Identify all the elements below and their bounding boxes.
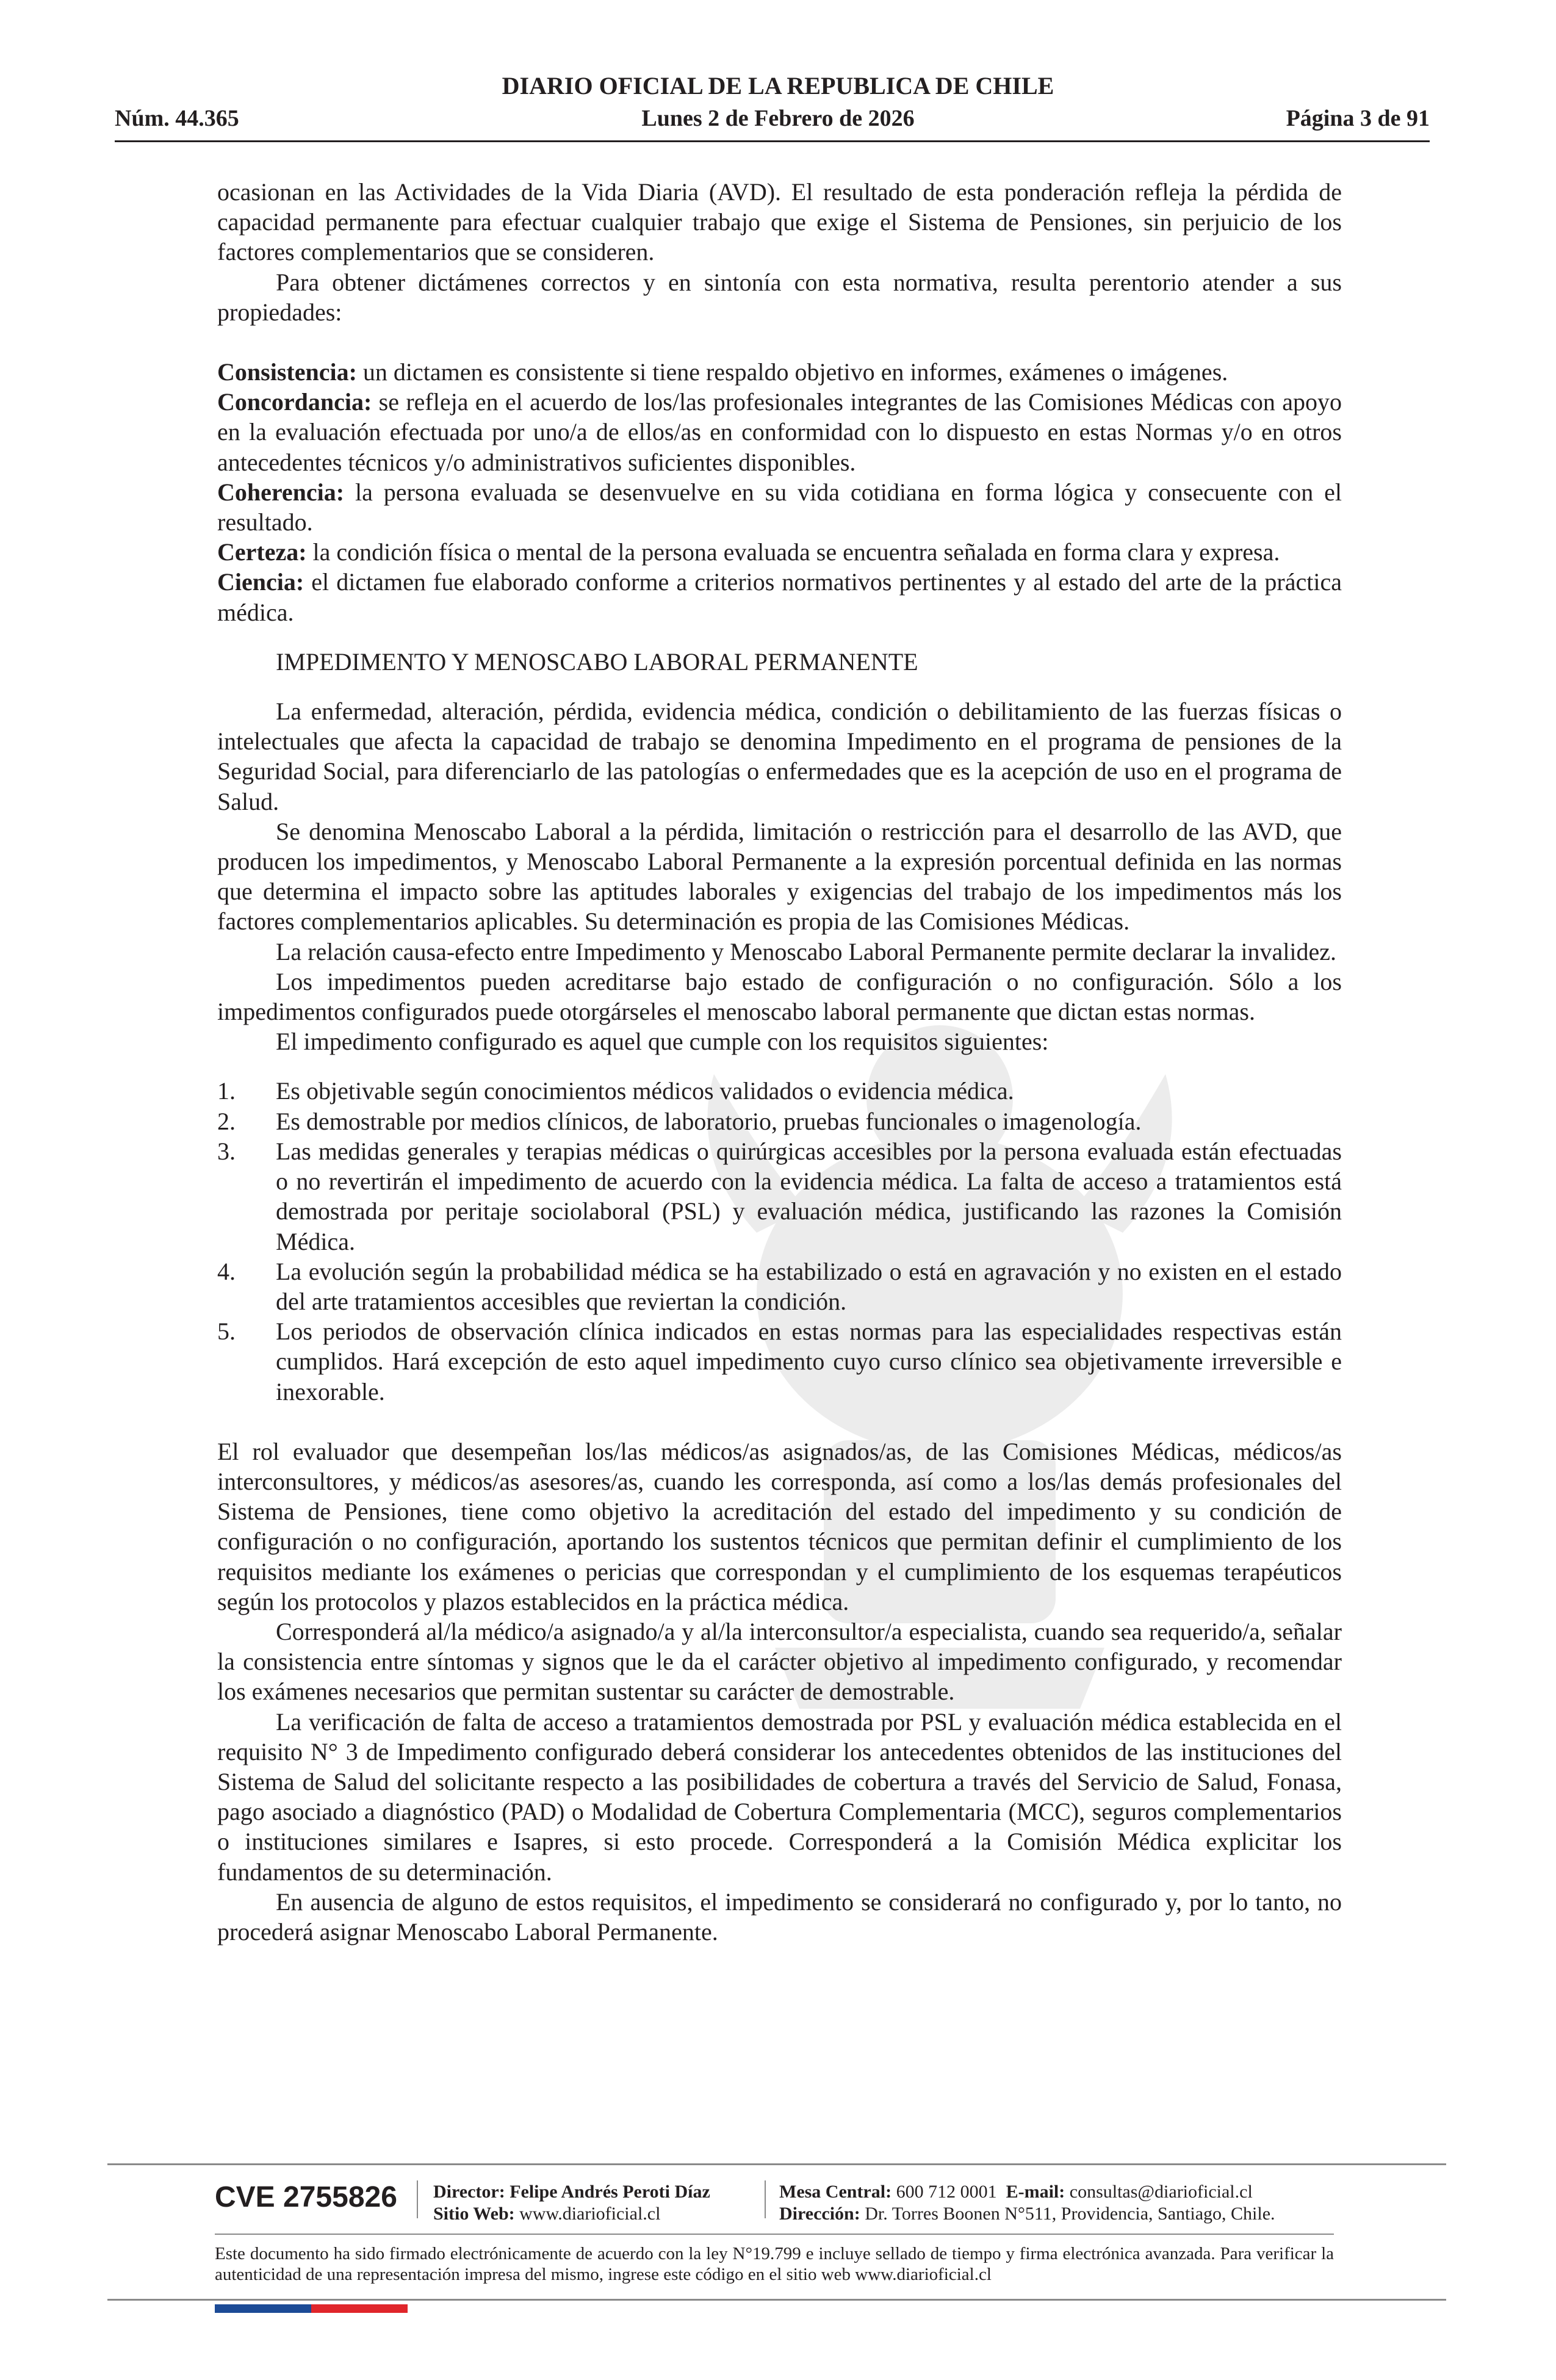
requirement-item	[217, 1136, 1342, 1257]
cve-code: CVE 2755826	[215, 2181, 397, 2213]
closing-paragraph: La verificación de falta de acceso a tratamientos demostrada por PSL y evaluación médica establecida en el requisito N° 3 de Impedimento configurado deberá considerar los antecedentes obtenidos de las instituciones del Sistema de Salud del solicitante respecto a las posibilidades de cobertura a través del Servicio de Salud, Fonasa, pago asociado a diagnóstico (PAD) o Modalidad de Cobertura Complementaria (MCC), seguros complementarios o instituciones similares e Isapres, si esto procede. Corresponderá a la Comisión Médica explicitar los fundamentos de su determinación.	[217, 1707, 1342, 1886]
site-link[interactable]: www.diarioficial.cl	[519, 2204, 661, 2224]
closing-paragraph: El rol evaluador que desempeñan los/las médicos/as asignados/as, de las Comisiones Médicas, médicos/as interconsultores, y médicos/as asesores/as, cuando les corresponda, así como a los/las demás profesionales del Sistema de Pensiones, tiene como objetivo la acreditación del estado del impedimento y su condición de configuración o no configuración, aportando los sustentos técnicos que permitan definir el cumplimiento de los requisitos mediante los exámenes o pericias que correspondan y el cumplimiento de los esquemas terapéuticos según los protocolos y plazos establecidos en la práctica médica.	[217, 1437, 1342, 1615]
requirement-number: 5.	[217, 1318, 236, 1346]
section-paragraph: La enfermedad, alteración, pérdida, evidencia médica, condición o debilitamiento de las fuerzas físicas o intelectuales que afecta la capacidad de trabajo se denomina Impedimento en el programa de pensiones de la Seguridad Social, para diferenciarlo de las patologías o enfermedades que es la acepción de uso en el programa de Salud.	[217, 698, 1342, 815]
requirement-item	[217, 1106, 1342, 1136]
requirement-text: Las medidas generales y terapias médicas o quirúrgicas accesibles por la persona evaluada están efectuadas o no revertirán el impedimento de acuerdo con la evidencia médica. La falta de acceso a tratamientos está demostrada por peritaje sociolaboral (PSL) y evaluación médica, justificando las razones la Comisión Médica.	[276, 1137, 1342, 1255]
intro-paragraph: ocasionan en las Actividades de la Vida Diaria (AVD). El resultado de esta ponderación refleja la pérdida de capacidad permanente para efectuar cualquier trabajo que exige el Sistema de Pensiones, sin perjuicio de los factores complementarios que se consideren.	[217, 178, 1342, 266]
phone-label: Mesa Central:	[779, 2182, 892, 2202]
issue-date: Lunes 2 de Febrero de 2026	[641, 106, 915, 131]
intro-paragraph: Para obtener dictámenes correctos y en sintonía con esta normativa, resulta perentorio atender a sus propiedades:	[217, 268, 1342, 326]
property-term: Coherencia:	[217, 478, 345, 506]
requirement-number: 3.	[217, 1137, 236, 1165]
property-text: la condición física o mental de la persona evaluada se encuentra señalada en forma clara y expresa.	[306, 538, 1280, 566]
email-label: E-mail:	[1006, 2182, 1065, 2202]
flag-bar-red	[311, 2304, 408, 2313]
property-term: Certeza:	[217, 538, 307, 566]
footer-separator	[417, 2180, 418, 2218]
requirement-text: La evolución según la probabilidad médica se ha estabilizado o está en agravación y no existen en el estado del arte tratamientos accesibles que reviertan la condición.	[276, 1257, 1342, 1315]
property-term: Concordancia:	[217, 388, 372, 416]
section-paragraph: Los impedimentos pueden acreditarse bajo estado de configuración o no configuración. Sólo a los impedimentos configurados puede otorgárseles el menoscabo laboral permanente que dictan estas normas.	[217, 967, 1342, 1026]
director-name: Felipe Andrés Peroti Díaz	[510, 2182, 710, 2202]
footer-contact-block	[779, 2181, 1275, 2225]
property-text: la persona evaluada se desenvuelve en su vida cotidiana en forma lógica y consecuente con el resultado.	[217, 478, 1342, 536]
footer-divider	[215, 2234, 1334, 2235]
property-item	[217, 537, 1342, 567]
section-heading: IMPEDIMENTO Y MENOSCABO LABORAL PERMANENTE	[276, 647, 918, 676]
property-item	[217, 567, 1342, 627]
property-item	[217, 387, 1342, 477]
legal-notice: Este documento ha sido firmado electrónicamente de acuerdo con la ley N°19.799 e incluye sellado de tiempo y firma electrónica avanzada. Para verificar la autenticidad de una representación impresa del mismo, ingrese este código en el sitio web www.diarioficial.cl	[215, 2244, 1334, 2284]
property-text: se refleja en el acuerdo de los/las profesionales integrantes de las Comisiones Médicas con apoyo en la evaluación efectuada por uno/a de ellos/as en conformidad con lo dispuesto en estas Normas y/o en otros antecedentes técnicos y/o administrativos suficientes disponibles.	[217, 388, 1342, 476]
site-label: Sitio Web:	[433, 2204, 515, 2224]
section-paragraph: La relación causa-efecto entre Impedimento y Menoscabo Laboral Permanente permite declarar la invalidez.	[276, 937, 1337, 965]
email-link[interactable]: consultas@diarioficial.cl	[1069, 2182, 1253, 2202]
address-text: Dr. Torres Boonen N°511, Providencia, Santiago, Chile.	[865, 2204, 1275, 2224]
requirement-number: 1.	[217, 1077, 236, 1105]
section-paragraph: El impedimento configurado es aquel que cumple con los requisitos siguientes:	[276, 1028, 1049, 1056]
header-divider	[115, 140, 1430, 142]
property-item	[217, 477, 1342, 537]
closing-paragraph: En ausencia de alguno de estos requisitos, el impedimento se considerará no configurado y, por lo tanto, no procederá asignar Menoscabo Laboral Permanente.	[217, 1888, 1342, 1945]
footer-divider	[107, 2299, 1446, 2301]
requirement-item	[217, 1257, 1342, 1316]
properties-list	[217, 357, 1342, 627]
property-term: Ciencia:	[217, 568, 304, 596]
property-text: el dictamen fue elaborado conforme a criterios normativos pertinentes y al estado del arte de la práctica médica.	[217, 568, 1342, 626]
issue-number: Núm. 44.365	[115, 106, 239, 131]
requirement-number: 4.	[217, 1257, 236, 1285]
footer-director-block	[433, 2181, 710, 2225]
page-number: Página 3 de 91	[1286, 106, 1430, 131]
requirement-number: 2.	[217, 1107, 236, 1135]
journal-title: DIARIO OFICIAL DE LA REPUBLICA DE CHILE	[502, 72, 1054, 99]
document-body	[217, 177, 1342, 1947]
closing-paragraph: Corresponderá al/la médico/a asignado/a y al/la interconsultor/a especialista, cuando sea requerido/a, señalar la consistencia entre síntomas y signos que le da el carácter objetivo al impedimento configurado, y recomendar los exámenes necesarios que permitan sustentar su carácter de demostrable.	[217, 1617, 1342, 1706]
section-paragraph: Se denomina Menoscabo Laboral a la pérdida, limitación o restricción para el desarrollo de las AVD, que producen los impedimentos, y Menoscabo Laboral Permanente a la expresión porcentual definida en las normas que determina el impacto sobre las aptitudes laborales y exigencias del trabajo de los impedimentos más los factores complementarios aplicables. Su determinación es propia de las Comisiones Médicas.	[217, 817, 1342, 936]
director-label: Director:	[433, 2182, 505, 2202]
address-label: Dirección:	[779, 2204, 860, 2224]
flag-bar-blue	[215, 2304, 311, 2313]
requirement-text: Es objetivable según conocimientos médicos validados o evidencia médica.	[276, 1077, 1014, 1105]
footer-separator	[765, 2180, 766, 2218]
requirement-text: Los periodos de observación clínica indicados en estas normas para las especialidades respectivas están cumplidos. Hará excepción de esto aquel impedimento cuyo curso clínico sea objetivamente irreversible e inexorable.	[276, 1318, 1342, 1405]
property-text: un dictamen es consistente si tiene respaldo objetivo en informes, exámenes o imágenes.	[356, 358, 1228, 386]
requirements-list	[217, 1076, 1342, 1406]
property-item	[217, 357, 1342, 387]
requirement-text: Es demostrable por medios clínicos, de laboratorio, pruebas funcionales o imagenología.	[276, 1107, 1142, 1135]
property-term: Consistencia:	[217, 358, 357, 386]
phone-number: 600 712 0001	[896, 2182, 997, 2202]
footer-divider	[107, 2163, 1446, 2165]
requirement-item	[217, 1316, 1342, 1407]
requirement-item	[217, 1076, 1342, 1106]
